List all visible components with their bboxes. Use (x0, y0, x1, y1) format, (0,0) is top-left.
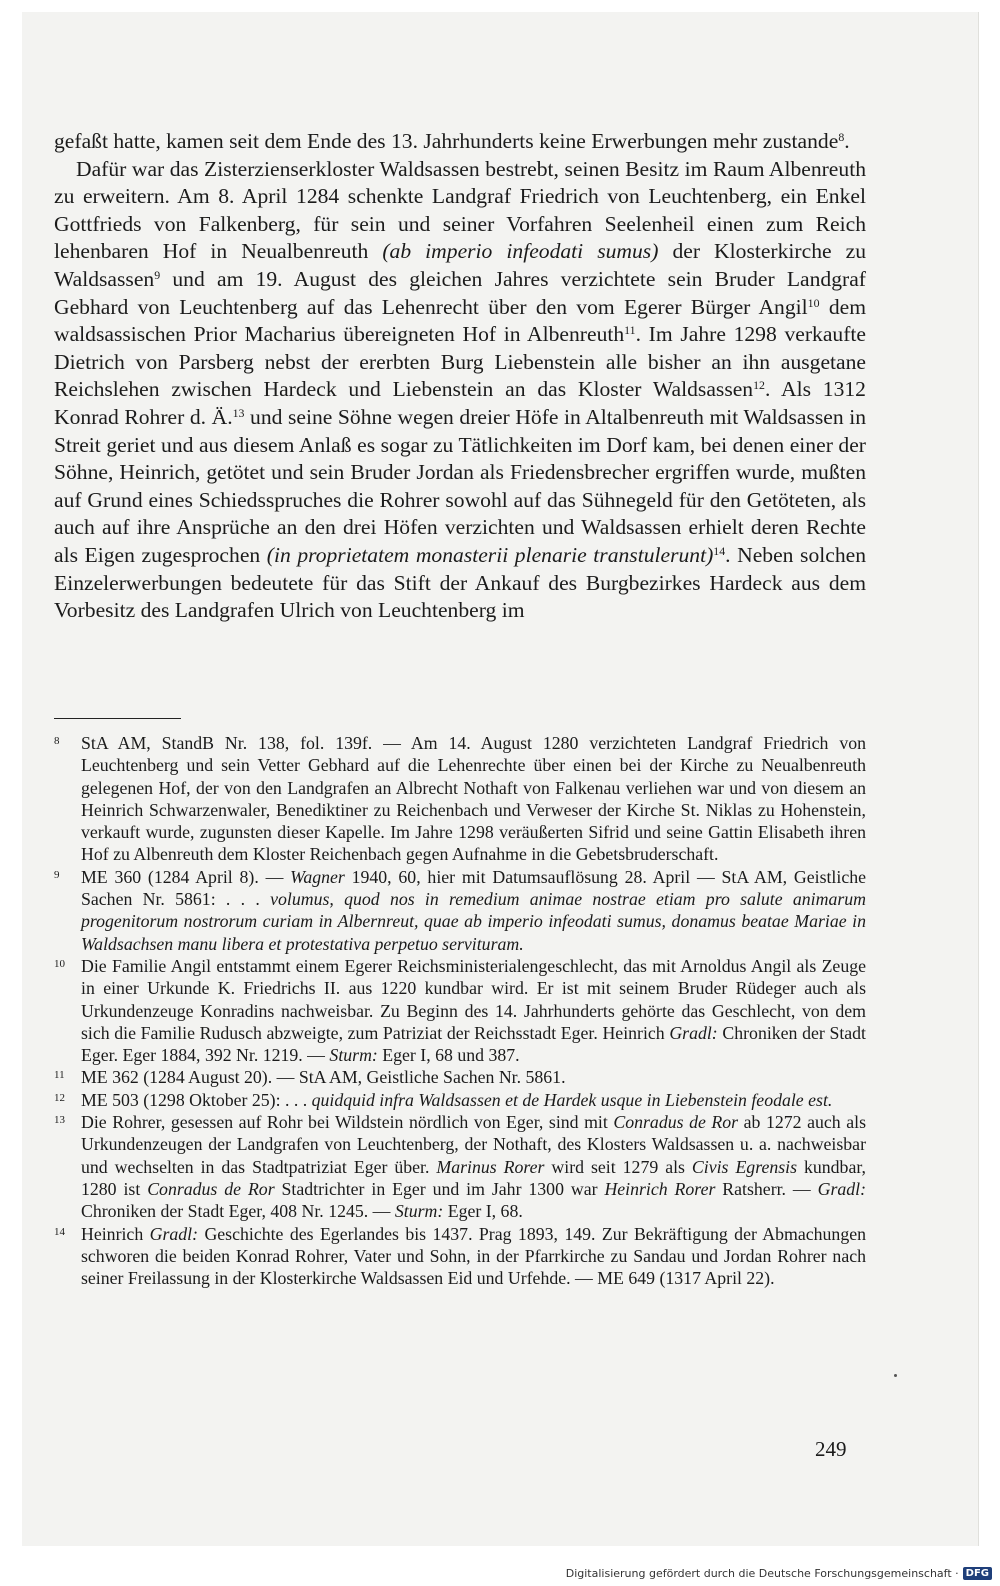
paragraph-1 (54, 128, 866, 156)
italic-text: Civis Egrensis (691, 1156, 798, 1177)
footnote-ref: 8 (838, 129, 845, 144)
text-run: und seine Söhne wegen dreier Höfe in Altalbenreuth mit Waldsassen in Streit geriet und aus diesem Anlaß es sogar zu Tätlichkeiten im Dorf kam, bei denen einer der Söhne, Heinrich, getötet und sein Bruder Jordan als Friedensbrecher ergriffen wurde, mußten auf Grund eines Schiedsspruches die Rohrer sowohl auf das Sühnegeld für den Getöteten, als auch auf ihre Ansprüche an den drei Höfen verzichten und Waldsassen erhielt deren Rechte als Eigen zugesprochen (54, 404, 867, 567)
italic-text: (in proprietatem monasterii plenarie transtulerunt) (266, 542, 714, 567)
footnote-11 (54, 1066, 866, 1088)
italic-text: Conradus de Ror (147, 1178, 275, 1199)
text-run: und am 19. August des gleichen Jahres verzichtete sein Bruder Landgraf Gebhard von Leuchtenberg auf das Lehenrecht über den vom Egerer Bürger Angil (54, 266, 866, 319)
footnote-number: 10 (54, 957, 65, 970)
italic-text: Gradl: (669, 1022, 718, 1043)
footnote-divider (54, 718, 181, 719)
text-run: Geschichte des Egerlandes bis 1437. Prag 1893, 149. Zur Bekräftigung der Abmachungen schworen die beiden Konrad Rohrer, Vater und Sohn, in der Pfarrkirche zu Sandau und Jordan Rohrer nach seiner Freilassung in der Klosterkirche Waldsassen Eid und Urfehde. — ME 649 (1317 April 22). (81, 1223, 866, 1289)
italic-text: Gradl: (817, 1178, 867, 1199)
text-run: Die Familie Angil entstammt einem Egerer Reichsministerialengeschlecht, das mit Arnoldus Angil als Zeuge in einer Urkunde K. Friedrichs II. aus 1220 kundbar wird. Er ist mit seinem Bruder Rüdeger auch als Urkundenzeuge Konradins nachweisbar. Zu Beginn des 14. Jahrhunderts gehörte das Geschlecht, von dem sich die Familie Rudusch abzweigte, zum Patriziat der Reichsstadt Eger. Heinrich (81, 955, 866, 1043)
italic-text: Conradus de Ror (613, 1112, 739, 1133)
text-run: Chroniken der Stadt Eger. Eger 1884, 392 Nr. 1219. — (81, 1022, 866, 1066)
italic-text: Wagner (290, 866, 345, 887)
main-text (54, 128, 866, 625)
text-run: gefaßt hatte, kamen seit dem Ende des 13. Jahrhunderts keine Erwerbungen mehr zustande (54, 129, 839, 153)
italic-text: volumus, quod nos in remedium animae nostrae etiam pro salute animarum progenitorum nostrorum curiam in Albernreut, quae ab imperio infeodati sumus, donamus beatae Mariae in Waldsachsen manu libera et protestativa perpetuo servituram. (81, 889, 866, 954)
text-run: Ratsherr. — (715, 1178, 818, 1199)
text-run: Dafür war das Zisterzienserkloster Waldsassen bestrebt, seinen Besitz im Raum Albenreuth zu erweitern. Am 8. April 1284 schenkte Landgraf Friedrich von Leuchtenberg, ein Enkel Gottfrieds von Falkenberg, für sein und seiner Vorfahren Seelenheil einen zum Reich lehenbaren Hof in Neualbenreuth (54, 156, 866, 264)
text-run: . Als 1312 Konrad Rohrer d. Ä. (54, 377, 866, 429)
page-number: 249 (815, 1437, 847, 1461)
text-run: . (844, 129, 850, 153)
footnote-13 (54, 1111, 866, 1222)
paragraph-2 (54, 156, 866, 625)
text-run: Eger I, 68 und 387. (377, 1045, 520, 1066)
footnote-number: 11 (54, 1069, 65, 1082)
footnote-12 (54, 1089, 866, 1111)
digitization-credit (566, 1567, 992, 1580)
text-run: Stadtrichter in Eger und im Jahr 1300 war (274, 1178, 605, 1199)
text-run: kundbar, 1280 ist (81, 1156, 866, 1199)
footnote-9 (54, 866, 866, 955)
footnote-number: 12 (54, 1091, 65, 1104)
italic-text: Sturm: (329, 1045, 378, 1066)
text-run: Chroniken der Stadt Eger, 408 Nr. 1245. — (81, 1201, 395, 1222)
text-run: ME 360 (1284 April 8). — (81, 866, 291, 887)
footnote-number: 8 (54, 735, 60, 747)
footnote-ref: 10 (807, 295, 820, 310)
footnote-number: 14 (54, 1225, 65, 1238)
footnote-10 (54, 955, 866, 1066)
footnote-number: 13 (54, 1114, 65, 1127)
footnote-ref: 12 (753, 378, 765, 393)
text-run: . Im Jahre 1298 verkaufte Dietrich von Parsberg nebst der ererbten Burg Liebenstein alle bisher an ihn ausgetane Reichslehen zwischen Hardeck und Liebenstein an das Kloster Waldsassen (54, 322, 866, 402)
footnotes (54, 732, 866, 1289)
footnote-ref: 9 (154, 267, 161, 282)
dfg-logo-icon: DFG (963, 1567, 992, 1580)
text-run: ab 1272 auch als Urkundenzeugen der Landgrafen von Leuchtenberg, der Nothaft, des Klosters Waldsassen u. a. nachweisbar und wechselten in das Stadtpatriziat Eger über. (81, 1112, 867, 1177)
footnote-ref: 13 (232, 405, 245, 420)
text-run: Heinrich (81, 1223, 150, 1244)
footnote-14 (54, 1223, 866, 1290)
italic-text: Gradl: (149, 1223, 199, 1244)
italic-text: Sturm: (394, 1201, 444, 1222)
text-run: . Neben solchen Einzelerwerbungen bedeutete für das Stift der Ankauf des Burgbezirkes Hardeck aus dem Vorbesitz des Landgrafen Ulrich von Leuchtenberg im (54, 542, 867, 623)
text-run: StA AM, StandB Nr. 138, fol. 139f. — Am 14. August 1280 verzichteten Landgraf Friedrich von Leuchtenberg und sein Vetter Gebhard auf die Lehenrechte über einen bei der Kirche zu Neualbenreuth gelegenen Hof, der von den Landgrafen an Albrecht Nothaft von Falkenau verliehen war und von diesem an Heinrich Schwarzenwaler, Benediktiner zu Reichenbach und Verweser der Kirche St. Niklas zu Hohenstein, verkauft wurde, zugunsten dieser Kapelle. Im Jahre 1298 veräußerten Sifrid und seine Gattin Elisabeth ihren Hof zu Albenreuth dem Kloster Reichenbach gegen Aufnahme in die Gebetsbruderschaft. (81, 733, 866, 865)
text-run: ME 362 (1284 August 20). — StA AM, Geistliche Sachen Nr. 5861. (81, 1067, 566, 1088)
footnote-8 (54, 732, 866, 866)
text-run: 1940, 60, hier mit Datumsauflösung 28. April — StA AM, Geistliche Sachen Nr. 5861: . . . (81, 866, 866, 910)
scanned-page (22, 12, 979, 1546)
italic-text: Marinus Rorer (436, 1156, 545, 1177)
italic-text: Heinrich Rorer (604, 1178, 716, 1199)
text-run: dem waldsassischen Prior Macharius übereigneten Hof in Albenreuth (54, 294, 866, 347)
footnote-number: 9 (54, 868, 60, 881)
text-run: der Klosterkirche zu Waldsassen (54, 239, 866, 291)
italic-text: quidquid infra Waldsassen et de Hardek usque in Liebenstein feodale est. (311, 1089, 833, 1110)
text-run: wird seit 1279 als (544, 1156, 692, 1177)
italic-text: (ab imperio infeodati sumus) (382, 239, 659, 264)
scan-speck (894, 1374, 897, 1377)
text-run: Eger I, 68. (443, 1201, 523, 1222)
footnote-ref: 14 (713, 543, 726, 558)
text-run: Die Rohrer, gesessen auf Rohr bei Wildstein nördlich von Eger, sind mit (81, 1112, 614, 1133)
text-run: ME 503 (1298 Oktober 25): . . . (81, 1089, 312, 1110)
credit-text: Digitalisierung gefördert durch die Deutsche Forschungsgemeinschaft · (565, 1567, 959, 1580)
footnote-ref: 11 (624, 323, 636, 338)
